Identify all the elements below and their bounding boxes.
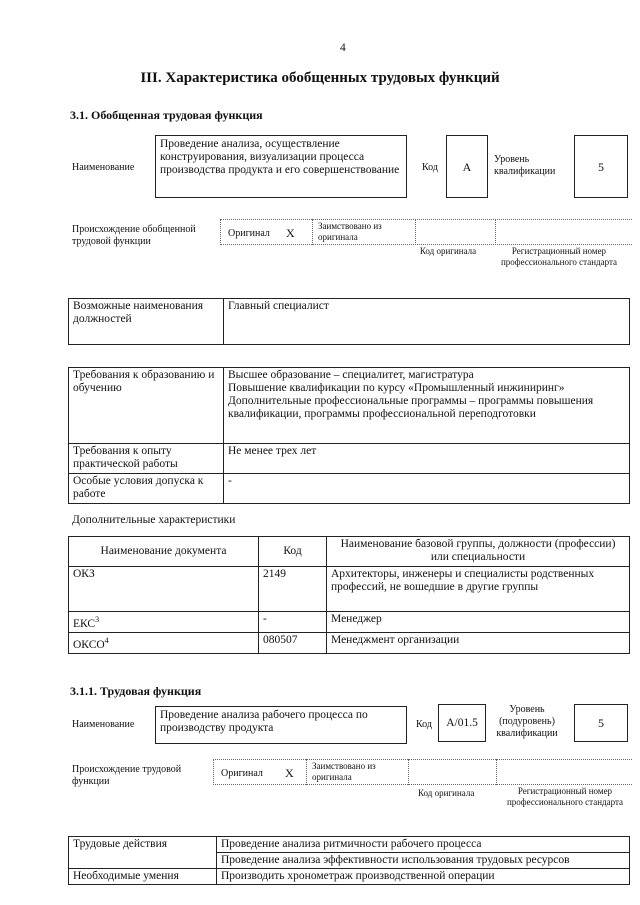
gtf-borrowed-label: Заимствовано из оригинала [318, 221, 382, 242]
tf-action-item: Проведение анализа ритмичности рабочего процесса [217, 837, 630, 853]
gtf-level-box [574, 135, 628, 198]
gtf-conditions-label: Особые условия допуска к работе [69, 474, 224, 504]
tf-actions-label: Трудовые действия [69, 837, 217, 869]
gtf-name-label: Наименование [72, 162, 135, 173]
tf-origin-label: Происхождение трудовой функции [72, 764, 182, 787]
tf-skills-label: Необходимые умения [69, 869, 217, 885]
table-row [69, 869, 630, 885]
extra-header-doc: Наименование документа [69, 537, 259, 567]
tf-actions-table [68, 836, 630, 885]
gtf-experience-label: Требования к опыту практической работы [69, 444, 224, 474]
extra-name: Менеджмент организации [327, 632, 630, 653]
education-line: Повышение квалификации по курсу «Промышленный инжиниринг» [228, 382, 565, 394]
gtf-reg-number-caption: Регистрационный номер профессионального стандарта [500, 246, 618, 267]
gtf-origin-row [220, 219, 632, 245]
gtf-original-mark: X [286, 226, 295, 240]
gtf-experience-value: Не менее трех лет [224, 444, 630, 474]
tf-level-label: Уровень (подуровень) квалификации [496, 704, 558, 739]
gtf-extra-title: Дополнительные характеристики [72, 514, 236, 526]
extra-doc-footnote: 3 [95, 615, 100, 624]
tf-original-label: Оригинал [221, 768, 263, 779]
extra-name: Менеджер [327, 612, 630, 633]
tf-code-original-caption: Код оригинала [418, 788, 475, 798]
gtf-positions-value: Главный специалист [224, 299, 630, 345]
gtf-positions-label: Возможные наименования должностей [69, 299, 224, 345]
tf-action-item: Проведение анализа эффективности использования трудовых ресурсов [217, 853, 630, 869]
extra-doc: ЕКС [73, 617, 96, 630]
gtf-code-original-caption: Код оригинала [419, 246, 477, 256]
gtf-name-box [155, 135, 407, 198]
section-title-tf: 3.1.1. Трудовая функция [70, 684, 202, 698]
education-line: Дополнительные профессиональные программы – программы повышения квалификации, программы профессиональной переподготовки [228, 395, 594, 420]
extra-header-code: Код [259, 537, 327, 567]
gtf-level-value: 5 [598, 159, 604, 174]
tf-code-box [438, 704, 486, 742]
page-title: III. Характеристика обобщенных трудовых функций [140, 70, 500, 86]
gtf-education-label: Требования к образованию и обучению [69, 368, 224, 444]
tf-skill-item: Производить хронометраж производственной операции [217, 869, 630, 885]
tf-original-mark: X [285, 766, 294, 780]
extra-header-name: Наименование базовой группы, должности (профессии) или специальности [327, 537, 630, 567]
gtf-conditions-value: - [224, 474, 630, 504]
extra-doc-footnote: 4 [104, 635, 109, 645]
tf-reg-number-caption: Регистрационный номер профессионального стандарта [506, 786, 624, 807]
table-row [69, 612, 630, 633]
gtf-origin-label: Происхождение обобщенной трудовой функции [72, 224, 196, 247]
gtf-extra-table [68, 536, 630, 654]
gtf-education-value [224, 368, 630, 444]
extra-code: - [259, 612, 327, 633]
gtf-requirements-table [68, 367, 630, 504]
gtf-positions-table [68, 298, 630, 345]
gtf-code-value: A [462, 159, 472, 174]
tf-name-box [155, 706, 407, 744]
gtf-level-label: Уровень квалификации [494, 154, 556, 177]
table-row [69, 837, 630, 853]
gtf-code-label: Код [422, 162, 438, 173]
extra-doc: ОКЗ [73, 568, 95, 580]
table-row [69, 632, 630, 653]
education-line: Высшее образование – специалитет, магистратура [228, 369, 474, 381]
tf-origin-row [213, 759, 632, 785]
extra-doc: ОКСО [73, 638, 105, 651]
gtf-name-value: Проведение анализа, осуществление конструирования, визуализации процесса производства продукта и его совершенствование [160, 138, 400, 176]
extra-name: Архитекторы, инженеры и специалисты родственных профессий, не вошедшие в другие группы [327, 567, 630, 612]
tf-code-value: A/01.5 [446, 716, 478, 729]
page-number: 4 [340, 42, 346, 54]
tf-borrowed-label: Заимствовано из оригинала [312, 761, 376, 782]
tf-level-value: 5 [598, 716, 604, 730]
table-row [69, 567, 630, 612]
tf-code-label: Код [416, 719, 432, 730]
tf-level-box [574, 704, 628, 742]
gtf-original-label: Оригинал [228, 228, 270, 239]
gtf-code-box [446, 135, 488, 198]
section-title-gtf: 3.1. Обобщенная трудовая функция [70, 108, 263, 122]
tf-name-label: Наименование [72, 719, 135, 730]
extra-code: 2149 [259, 567, 327, 612]
tf-name-value: Проведение анализа рабочего процесса по производству продукта [160, 709, 368, 734]
extra-code: 080507 [259, 632, 327, 653]
